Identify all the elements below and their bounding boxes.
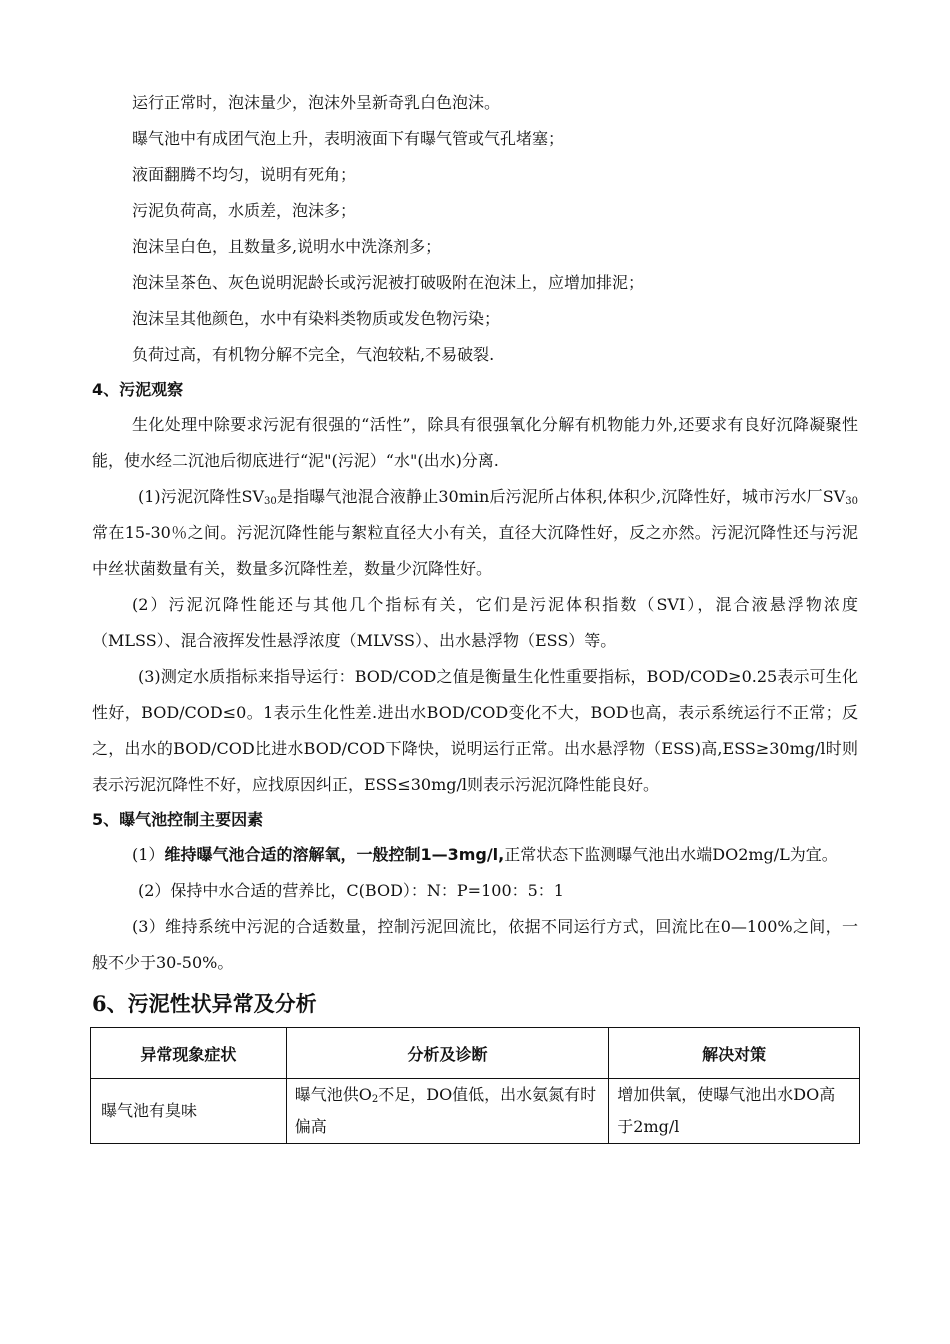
section-5-heading: 5、曝气池控制主要因素: [92, 810, 264, 829]
section-4-item-3: (3)测定水质指标来指导运行：BOD/COD之值是衡量生化性重要指标，BOD/COD≥0.25表示可生化性好，BOD/COD≤0。1表示生化性差.进出水BOD/COD变化不大，BOD也高，表示系统运行不正常；反之，出水的BOD/COD比进水BOD/COD下降快，说明运行正常。出水悬浮物（ESS)高,ESS≥30mg/l时则表示污泥沉降性不好，应找原因纠正，ESS≤30mg/l则表示污泥沉降性能良好。: [92, 667, 858, 794]
intro-line: 泡沫呈其他颜色，水中有染料类物质或发色物污染；: [132, 309, 501, 328]
foam-observation-list: [92, 85, 858, 373]
table-cell-solution: 增加供氧，使曝气池出水DO高于2mg/l: [609, 1079, 860, 1144]
section-5-item-3: (3）维持系统中污泥的合适数量，控制污泥回流比，依据不同运行方式，回流比在0—100%之间，一般不少于30-50%。: [92, 917, 858, 972]
intro-line: 运行正常时，泡沫量少，泡沫外呈新奇乳白色泡沫。: [132, 93, 501, 112]
table-row: [91, 1079, 860, 1144]
table-cell-symptom: 曝气池有臭味: [91, 1079, 287, 1144]
intro-line: 泡沫呈茶色、灰色说明泥龄长或污泥被打破吸附在泡沫上，应增加排泥；: [132, 273, 645, 292]
intro-line: 液面翻腾不均匀，说明有死角；: [132, 165, 357, 184]
section-6-heading: 6、污泥性状异常及分析: [92, 991, 317, 1016]
table-header-analysis: 分析及诊断: [286, 1028, 609, 1079]
section-4-heading: 4、污泥观察: [92, 380, 184, 399]
intro-line: 泡沫呈白色，且数量多,说明水中洗涤剂多；: [132, 237, 442, 256]
section-4-item-1: (1)污泥沉降性$SV_{30}$是指曝气池混合液静止30min后污泥所占体积,体积少,沉降性好，城市污水厂$SV_{30}$常在15-30％之间。污泥沉降性能与絮粒直径大小有关，直径大沉降性好，反之亦然。污泥沉降性还与污泥中丝状菌数量有关，数量多沉降性差，数量少沉降性好。: [92, 487, 858, 578]
section-4-paragraph: 生化处理中除要求污泥有很强的“活性”，除具有很强氧化分解有机物能力外,还要求有良好沉降凝聚性能，使水经二沉池后彻底进行“泥"(污泥）“水"(出水)分离.: [92, 415, 858, 470]
intro-line: 负荷过高，有机物分解不完全，气泡较粘,不易破裂.: [132, 345, 495, 364]
intro-line: 污泥负荷高，水质差，泡沫多；: [132, 201, 357, 220]
sludge-abnormality-table: [90, 1027, 860, 1144]
table-cell-analysis: 曝气池供$O_2$不足，DO值低，出水氨氮有时偏高: [286, 1079, 609, 1144]
section-5-item-1: (1）维持曝气池合适的溶解氧，一般控制1—3mg/l,正常状态下监测曝气池出水端DO2mg/L为宜。: [132, 845, 838, 864]
intro-line: 曝气池中有成团气泡上升，表明液面下有曝气管或气孔堵塞；: [132, 129, 565, 148]
table-header-solution: 解决对策: [609, 1028, 860, 1079]
section-4-item-2: (2）污泥沉降性能还与其他几个指标有关，它们是污泥体积指数（SVI），混合液悬浮物浓度（MLSS）、混合液挥发性悬浮浓度（MLVSS）、出水悬浮物（ESS）等。: [92, 595, 858, 650]
table-header-row: [91, 1028, 860, 1079]
section-5-item-2: (2）保持中水合适的营养比，C(BOD）：N：P=100：5：1: [138, 881, 564, 900]
table-header-symptom: 异常现象症状: [91, 1028, 287, 1079]
